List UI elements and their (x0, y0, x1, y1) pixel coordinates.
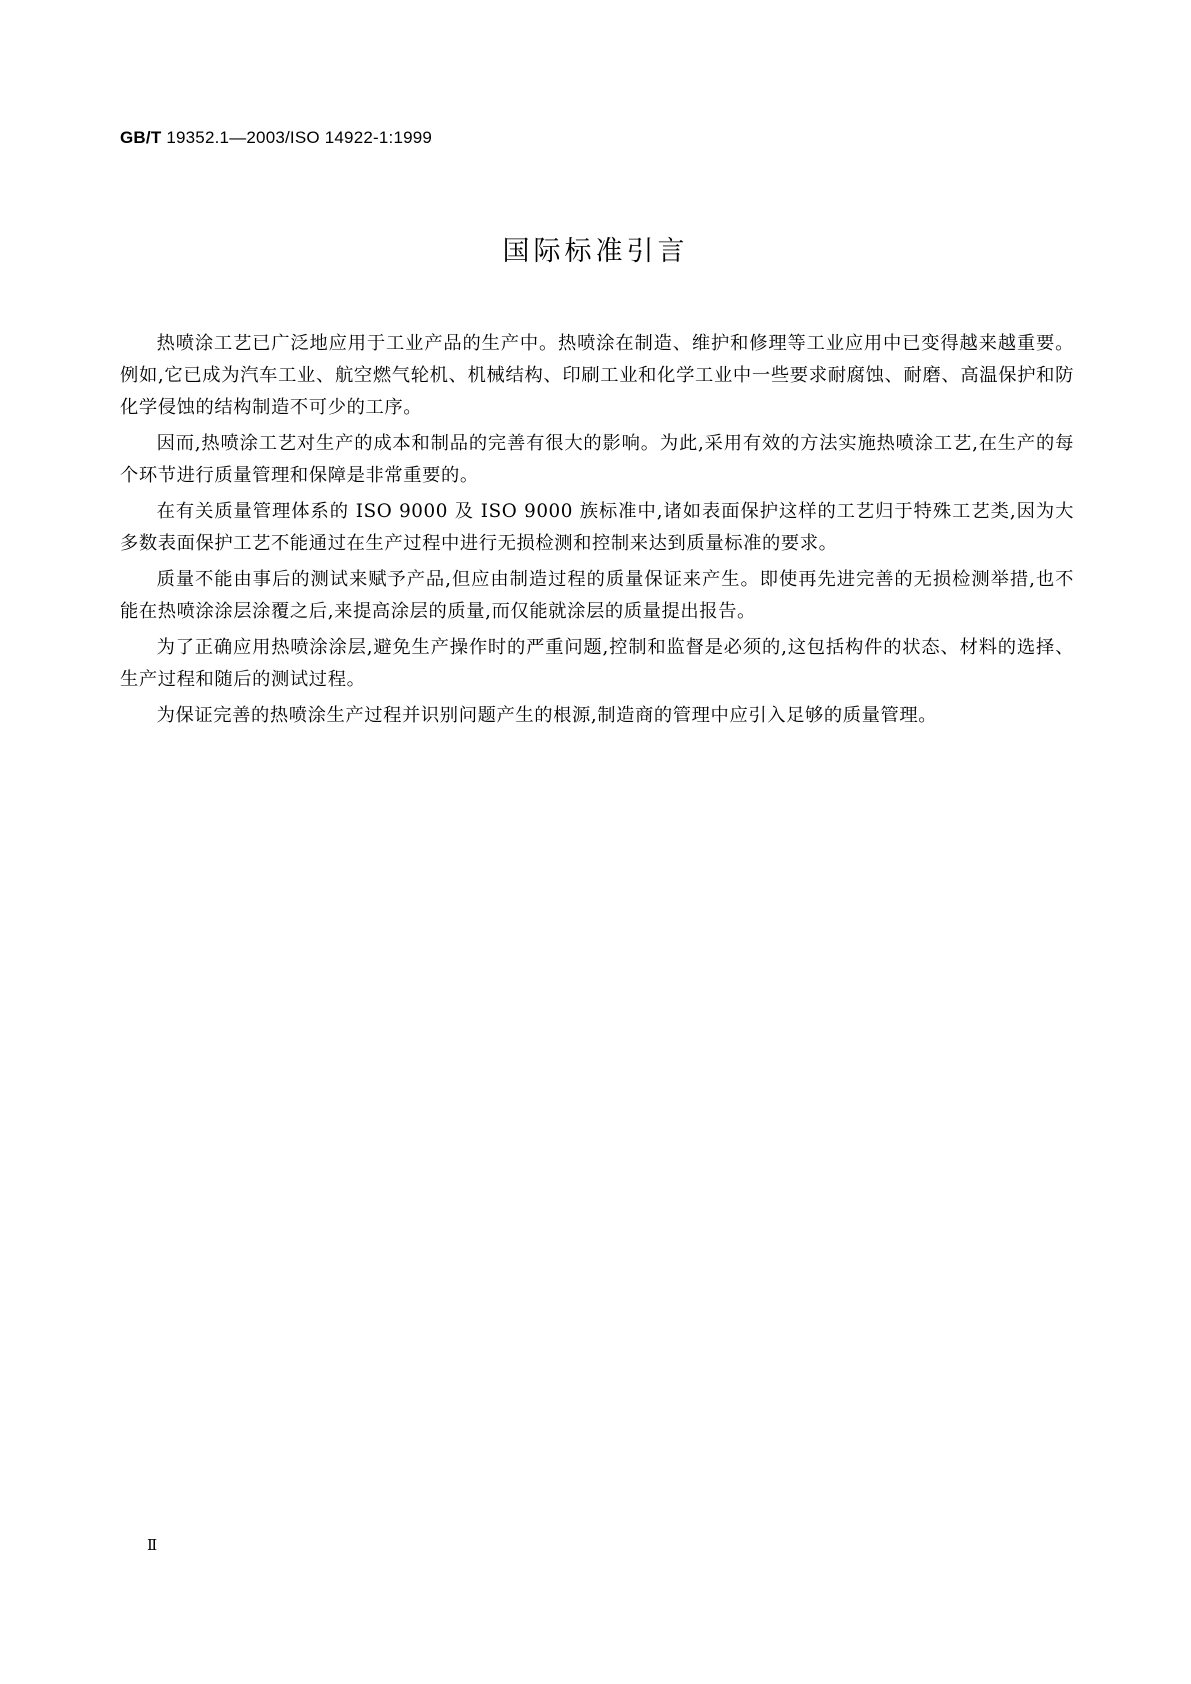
standard-number: 19352.1—2003/ISO 14922-1:1999 (161, 128, 433, 147)
paragraph: 为保证完善的热喷涂生产过程并识别问题产生的根源,制造商的管理中应引入足够的质量管理。 (156, 705, 938, 726)
paragraph: 质量不能由事后的测试来赋予产品,但应由制造过程的质量保证来产生。即使再先进完善的无损检测举措,也不能在热喷涂涂层涂覆之后,来提高涂层的质量,而仅能就涂层的质量提出报告。 (120, 569, 1074, 622)
paragraph: 因而,热喷涂工艺对生产的成本和制品的完善有很大的影响。为此,采用有效的方法实施热喷涂工艺,在生产的每个环节进行质量管理和保障是非常重要的。 (120, 433, 1074, 486)
paragraph: 为了正确应用热喷涂涂层,避免生产操作时的严重问题,控制和监督是必须的,这包括构件的状态、材料的选择、生产过程和随后的测试过程。 (120, 637, 1074, 690)
body-text (120, 328, 1074, 736)
paragraph: 在有关质量管理体系的 ISO 9000 及 ISO 9000 族标准中,诸如表面保护这样的工艺归于特殊工艺类,因为大多数表面保护工艺不能通过在生产过程中进行无损检测和控制来达到质量标准的要求。 (120, 501, 1074, 554)
paragraph: 热喷涂工艺已广泛地应用于工业产品的生产中。热喷涂在制造、维护和修理等工业应用中已变得越来越重要。例如,它已成为汽车工业、航空燃气轮机、机械结构、印刷工业和化学工业中一些要求耐腐蚀、耐磨、高温保护和防化学侵蚀的结构制造不可少的工序。 (120, 333, 1074, 418)
page-number: Ⅱ (147, 1536, 158, 1554)
standard-number-header (120, 128, 432, 148)
page-title: 国际标准引言 (502, 236, 689, 267)
standard-prefix: GB/T (120, 128, 162, 147)
